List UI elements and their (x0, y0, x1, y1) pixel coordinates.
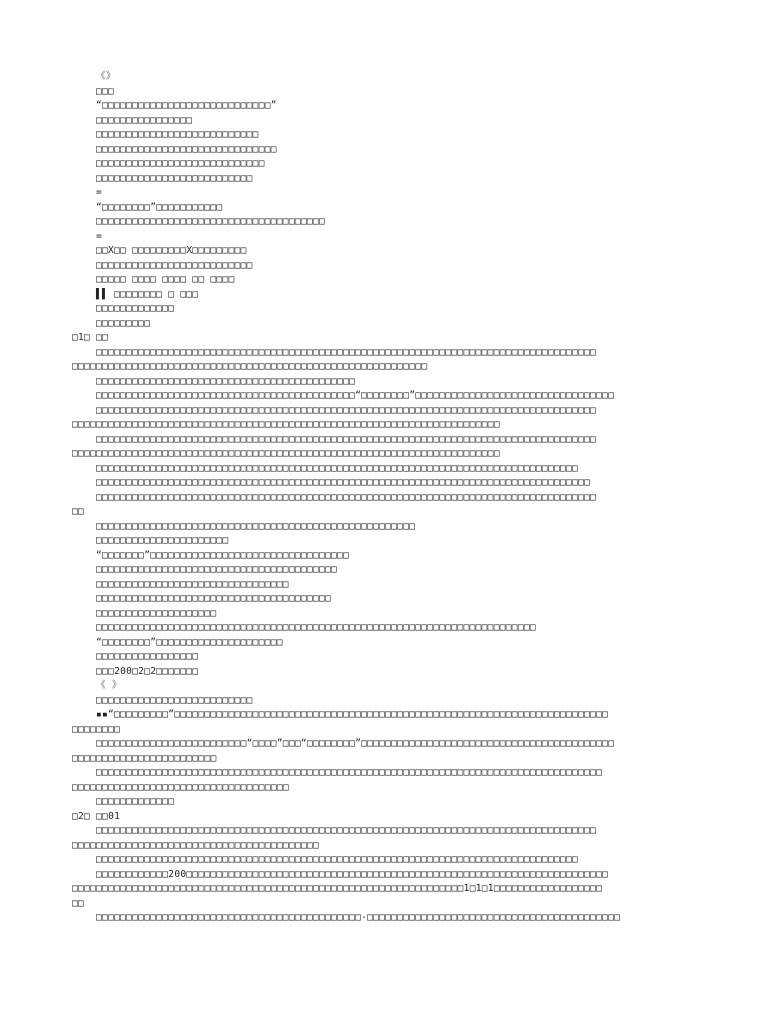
document-line: □□□□□□□□□□□□□□□□□□□□□□□□□□□□□□□□□□□□□□□□□□□□□□□□□□□□□□□□□□□□□□□□□1□1□1□□□□□□□□□□□□□□□□□□ (72, 883, 603, 894)
document-line: □□□□□□□□□□□□□□□□□□□□□□□□□□□□□□□□□□□□□□□□□□□□□□□□□□□□□□□□□□□ (72, 361, 428, 372)
document-line: □□□□□□□□□□□□□□□□□ (96, 651, 199, 662)
document-line: “□□□□□□□□”□□□□□□□□□□□□□□□□□□□□□ (96, 636, 283, 648)
document-page (0, 70, 768, 926)
document-line: □□□□□□□□□□□□□□□□□□□□□□□□□□□□□□□□□□□□□□□□□□□□□□□□□□□□□□□□□□□□□□□□□□□□□□□□□□□□□□□□ (96, 854, 579, 865)
document-line: □□□□□□□□□□□□□□□□□□□□□□□□□□□□□□□□□□□□□□□□□ (72, 839, 320, 851)
document-line: □□□□□□□□□□□□□□□□□□□□□□□□□□□□□□□□□□□□□□□□□□□□□□□□□□□□□□□□□□□□□□□□□□□□□□□□□□□□□□□□□□□ (96, 433, 597, 445)
document-line: □□□□□□□□ (72, 723, 121, 735)
document-line: “□□□□□□□”□□□□□□□□□□□□□□□□□□□□□□□□□□□□□□□□□ (96, 549, 350, 561)
document-line: □□□□□□□□□□□□□□□□□□□□□□□□□□ (96, 259, 253, 271)
document-line: ▌▌ □□□□□□□□ □ □□□ (96, 288, 199, 300)
document-line: □□□□□□□□□□□□□□□□□□□□□□□□□□□ (96, 129, 259, 140)
document-line: □□□□□□□□□□□□□ (96, 303, 175, 314)
document-line: □□□□□□□□□□□□□□□□□□□□□□ (96, 535, 229, 546)
document-line: □□□□□□□□□□□□□□□□□□□□□□□□□□□□□□□□□□□□ (72, 781, 289, 793)
document-line: □□ (72, 897, 85, 909)
document-line: □□□□□□□□□□□□□□□□□□□□□□□□□□□□□□□□□□□□□□□□□□□□□□□□□□□□□□□□□□□□□□□□□□□□□□□□□□□□□□□□□□□ (96, 491, 597, 503)
document-line: “□□□□□□□□□□□□□□□□□□□□□□□□□□□□” (96, 100, 277, 111)
document-line: 《》 (96, 71, 116, 82)
document-line: □□□□□□□□□□□□□□□□□□□□□□□□□□□□□□□□□□□□□□□□□□□ (96, 375, 356, 387)
document-line: □□□□□□□□□ (96, 317, 151, 329)
document-line: = (96, 187, 103, 198)
document-line: □□□□□□□□□□□□□□□□□□□□□□□□□□□□□□□□□□□□□□□□□□□□□□□□□□□□□□□□□□□□□□□□□□□□□□□□□□□□□□□□□□□ (96, 404, 597, 416)
document-line: □□□□□□□□□□□□□□□□□□□□□□□□□□ (96, 172, 253, 184)
document-line: □□□□□□□□□□□□□□□□□□□□□□□□□□□□□□ (96, 143, 277, 155)
document-line: □□□□□□□□□□□□□□□□□□□□□□□□□□□□□□□□□□□□□□□□□□□□□□□□□□□□□□□□□□□□□□□□□□□□□□□□□□□□□□□□□□□ (96, 825, 597, 836)
document-line: □□□□□□□□□□□□□□□□□□□□□□□□□□□□□□□□□□□□□□□□□□□“□□□□□□□□”□□□□□□□□□□□□□□□□□□□□□□□□□□□□□□□□□ (96, 390, 615, 401)
document-line: □□□□□□□□□□□□□□□□□□□□□□□□□□□□□□□□□□□□□□□□□□□□-□□□□□□□□□□□□□□□□□□□□□□□□□□□□□□□□□□□□□□□□□□ (96, 912, 621, 923)
document-line: □□□□□□□□□□□□□□□□□□□□ (96, 607, 217, 619)
document-line: □□□□□□□□□□□□□□□□□□□□□□□□□□□□□□□□□□□□□□□□□□□□□□□□□□□□□□□□□□□□□□□□□□□□□□□□□□□□□□□□ (96, 462, 579, 474)
document-line: □□□□□□□□□□□□□□□□□□□□□□□□□□□□□□□□ (96, 578, 289, 590)
document-line: □□□□□□□□□□□□□□□□□□□□□□□□□□□□□□□□□□□□□□□□□□□□□□□□□□□□□□□□□□□□□□□□□□□□□□□ (72, 419, 500, 430)
document-line: □□□□□□□□□□□□□□□□□□□□□□□□□□□□□□□□□□□□□□□□□□□□□□□□□□□□□□□□□□□□□□□□□□□□□□□ (72, 448, 500, 459)
document-line: □□□□□□□□□□□□□□□□□□□□□□□□□□□□□□□□□□□□□□□□ (96, 564, 338, 575)
document-line: □1□ □□ (72, 332, 109, 343)
document-line: □□□□□□□□□□□□□□□□□□□□□□□□□□□□□□□□□□□□□□□□□□□□□□□□□□□□□□□□□□□□□□□□□□□□□□□□□□□□□□□□□□□□ (96, 767, 603, 778)
document-line: □□□□□□□□□□□□□□□□□□□□□□□□□□□□□□□□□□□□□□ (96, 216, 325, 227)
document-line: ▪▪“□□□□□□□□□”□□□□□□□□□□□□□□□□□□□□□□□□□□□□□□□□□□□□□□□□□□□□□□□□□□□□□□□□□□□□□□□□□□□□□□□□ (96, 709, 609, 720)
document-line: □□□□□□□□□□□□□□□□□□□□□□□□□□□□ (96, 158, 265, 169)
document-line: □□□□□□□□□□□□□□□□□□□□□□□□□□□□□□□□□□□□□□□ (96, 593, 332, 604)
document-line: □□□□□□□□□□□□□□□□□□□□□□□□□“□□□□”□□□“□□□□□□□□”□□□□□□□□□□□□□□□□□□□□□□□□□□□□□□□□□□□□□□□□□□ (96, 738, 615, 749)
document-line: □□□□□□□□□□□□□□□□ (96, 114, 193, 126)
document-line: □□□□□ □□□□ □□□□ □□ □□□□ (96, 274, 235, 285)
document-line: □□□200□2□2□□□□□□□ (96, 665, 199, 677)
document-line: □□□□□□□□□□□□□ (96, 796, 175, 807)
document-line: □□□□□□□□□□□□□□□□□□□□□□□□ (72, 752, 217, 764)
document-line: □□□□□□□□□□□□□□□□□□□□□□□□□□□□□□□□□□□□□□□□□□□□□□□□□□□□□□□□□□□□□□□□□□□□□□□□□□□□□□□□□□ (96, 477, 591, 488)
document-line: 《 》 (96, 680, 122, 691)
document-line: □□□□□□□□□□□□□□□□□□□□□□□□□□ (96, 694, 253, 706)
document-line: = (96, 230, 103, 242)
document-line: □2□ □□01 (72, 810, 121, 822)
document-line: □□□□□□□□□□□□□□□□□□□□□□□□□□□□□□□□□□□□□□□□□□□□□□□□□□□□□□□□□□□□□□□□□□□□□□□□□□□□□□□□□□□ (96, 346, 597, 358)
document-line: □□□□□□□□□□□□200□□□□□□□□□□□□□□□□□□□□□□□□□□□□□□□□□□□□□□□□□□□□□□□□□□□□□□□□□□□□□□□□□□□□□□ (96, 868, 609, 880)
document-line: □□□□□□□□□□□□□□□□□□□□□□□□□□□□□□□□□□□□□□□□□□□□□□□□□□□□□□□□□□□□□□□□□□□□□□□□□ (96, 622, 536, 633)
document-line: □□□ (96, 85, 115, 97)
document-line: □□□□□□□□□□□□□□□□□□□□□□□□□□□□□□□□□□□□□□□□□□□□□□□□□□□□□ (96, 520, 416, 532)
document-line: “□□□□□□□□”□□□□□□□□□□□ (96, 201, 223, 213)
document-line: □□ (72, 506, 85, 517)
document-line: □□X□□ □□□□□□□□□X□□□□□□□□□ (96, 245, 247, 256)
